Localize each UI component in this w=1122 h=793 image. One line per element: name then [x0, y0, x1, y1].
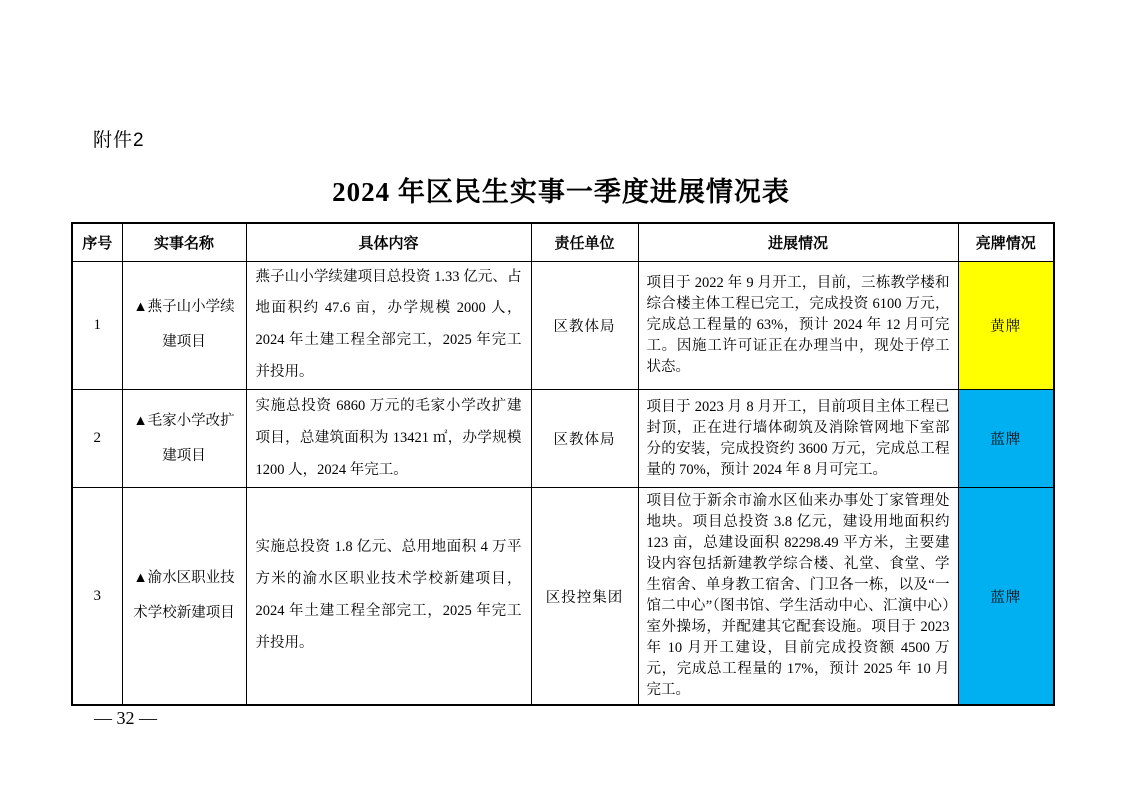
cell-index: 2 — [72, 390, 122, 488]
header-content: 具体内容 — [246, 223, 531, 261]
cell-card-status: 蓝牌 — [958, 488, 1054, 706]
cell-unit: 区投控集团 — [531, 488, 638, 706]
header-progress: 进展情况 — [638, 223, 958, 261]
cell-content: 燕子山小学续建项目总投资 1.33 亿元、占地面积约 47.6 亩，办学规模 2000 人，2024 年土建工程全部完工，2025 年完工并投用。 — [246, 261, 531, 390]
header-unit: 责任单位 — [531, 223, 638, 261]
cell-project-name: ▲毛家小学改扩建项目 — [122, 390, 246, 488]
cell-index: 1 — [72, 261, 122, 390]
cell-index: 3 — [72, 488, 122, 706]
table-row — [72, 488, 1054, 706]
cell-card-status: 黄牌 — [958, 261, 1054, 390]
header-project-name: 实事名称 — [122, 223, 246, 261]
cell-project-name: ▲渝水区职业技术学校新建项目 — [122, 488, 246, 706]
header-card-status: 亮牌情况 — [958, 223, 1054, 261]
table-header-row — [72, 223, 1054, 261]
cell-unit: 区教体局 — [531, 390, 638, 488]
cell-progress: 项目于 2022 年 9 月开工，目前，三栋教学楼和综合楼主体工程已完工，完成投资 6100 万元，完成总工程量的 63%，预计 2024 年 12 月可完工。因施工许可证正在办理当中，现处于停工状态。 — [638, 261, 958, 390]
table-row — [72, 261, 1054, 390]
page-number: — 32 — — [94, 708, 157, 728]
cell-content: 实施总投资 6860 万元的毛家小学改扩建项目，总建筑面积为 13421 ㎡，办学规模 1200 人，2024 年完工。 — [246, 390, 531, 488]
progress-table — [71, 222, 1055, 706]
cell-project-name: ▲燕子山小学续建项目 — [122, 261, 246, 390]
page-title: 2024 年区民生实事一季度进展情况表 — [332, 177, 790, 207]
header-index: 序号 — [72, 223, 122, 261]
cell-progress: 项目于 2023 月 8 月开工，目前项目主体工程已封顶，正在进行墙体砌筑及消除管网地下室部分的安装，完成投资约 3600 万元，完成总工程量的 70%，预计 2024 年 8 月可完工。 — [638, 390, 958, 488]
table-row — [72, 390, 1054, 488]
attachment-label: 附件2 — [93, 130, 145, 151]
cell-unit: 区教体局 — [531, 261, 638, 390]
cell-content: 实施总投资 1.8 亿元、总用地面积 4 万平方米的渝水区职业技术学校新建项目，2024 年土建工程全部完工，2025 年完工并投用。 — [246, 488, 531, 706]
cell-progress: 项目位于新余市渝水区仙来办事处丁家管理处地块。项目总投资 3.8 亿元，建设用地面积约 123 亩，总建设面积 82298.49 平方米，主要建设内容包括新建教学综合楼、礼堂、食堂、学生宿舍、单身教工宿舍、门卫各一栋，以及“一馆二中心”（图书馆、学生活动中心、汇演中心）室外操场，并配建其它配套设施。项目于 2023 年 10 月开工建设，目前完成投资额 4500 万元，完成总工程量的 17%，预计 2025 年 10 月完工。 — [638, 488, 958, 706]
cell-card-status: 蓝牌 — [958, 390, 1054, 488]
